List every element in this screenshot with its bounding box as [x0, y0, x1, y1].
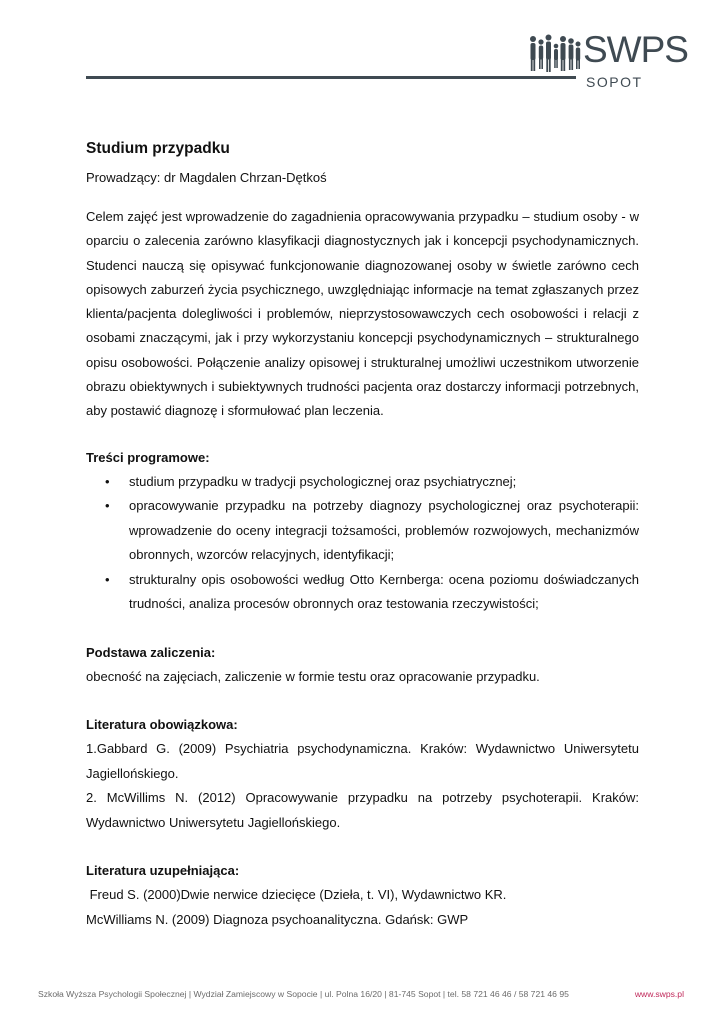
assessment-heading: Podstawa zaliczenia: [86, 644, 216, 660]
instructor: Prowadzący: dr Magdalen Chrzan-Dętkoś [86, 170, 327, 185]
footer-link[interactable]: www.swps.pl [634, 989, 684, 999]
footer-address: Szkoła Wyższa Psychologii Społecznej | Wydział Zamiejscowy w Sopocie | ul. Polna 16/20 | 81-745 Sopot | tel. 58 721 46 46 / 58 721 46 95 [38, 989, 569, 999]
header-rule [86, 76, 576, 79]
required-reading-heading: Literatura obowiązkowa: [86, 717, 238, 733]
reference-item: 2. McWillims N. (2012) Opracowywanie przypadku na potrzeby psychoterapii. Kraków: Wydawnictwo Uniwersytetu Jagiellońskiego. [86, 790, 639, 830]
reference-item: Freud S. (2000)Dwie nerwice dziecięce (Dzieła, t. VI), Wydawnictwo KR. [86, 887, 507, 903]
course-objective: Celem zajęć jest wprowadzenie do zagadnienia opracowywania przypadku – studium osoby - w oparciu o zalecenia zarówno klasyfikacji diagnostycznych jak i koncepcji psychodynamicznych. Studenci nauczą się opisywać funkcjonowanie diagnozowanej osoby w świetle zarówno cech opisowych zaburzeń życia psychicznego, uwzględniając informacje na temat zgłaszanych przez klienta/pacjenta dolegliwości i problemów, nieprzystosowawczych cech osobowości i relacji z osobami znaczącymi, jak i przy wykorzystaniu koncepcji psychodynamicznych – strukturalnego opisu osobowości. Połączenie analizy opisowej i strukturalnej umożliwi uczestnikom utworzenie obrazu obiektywnych i subiektywnych trudności pacjenta oraz dostarczy informacji potrzebnych, aby postawić diagnozę i sformułować plan leczenia. [86, 209, 639, 419]
swps-logo [528, 30, 688, 94]
list-item: • studium przypadku w tradycji psychologicznej oraz psychiatrycznej; [86, 470, 639, 495]
supplementary-reading-heading: Literatura uzupełniająca: [86, 863, 240, 879]
footer [38, 988, 684, 1000]
logo-wordmark: SWPS [583, 29, 688, 70]
list-item: • strukturalny opis osobowości według Otto Kernberga: ocena poziomu doświadczanych trudności, analiza procesów obronnych oraz testowania rzeczywistości; [86, 568, 639, 617]
reference-item: 1.Gabbard G. (2009) Psychiatria psychodynamiczna. Kraków: Wydawnictwo Uniwersytetu Jagiellońskiego. [86, 741, 639, 781]
people-silhouettes-icon [528, 34, 582, 72]
list-item: • opracowywanie przypadku na potrzeby diagnozy psychologicznej oraz psychoterapii: wprowadzenie do oceny integracji tożsamości, problemów rozwojowych, mechanizmów obronnych, wzorców relacyjnych, identyfikacji; [86, 494, 639, 568]
page-title: Studium przypadku [86, 140, 230, 157]
program-list [86, 470, 639, 617]
logo-city: SOPOT [586, 74, 643, 90]
course-description [86, 138, 639, 932]
assessment-text: obecność na zajęciach, zaliczenie w formie testu oraz opracowanie przypadku. [86, 668, 540, 684]
reference-item: McWilliams N. (2009) Diagnoza psychoanalityczna. Gdańsk: GWP [86, 911, 469, 927]
program-heading: Treści programowe: [86, 449, 210, 465]
